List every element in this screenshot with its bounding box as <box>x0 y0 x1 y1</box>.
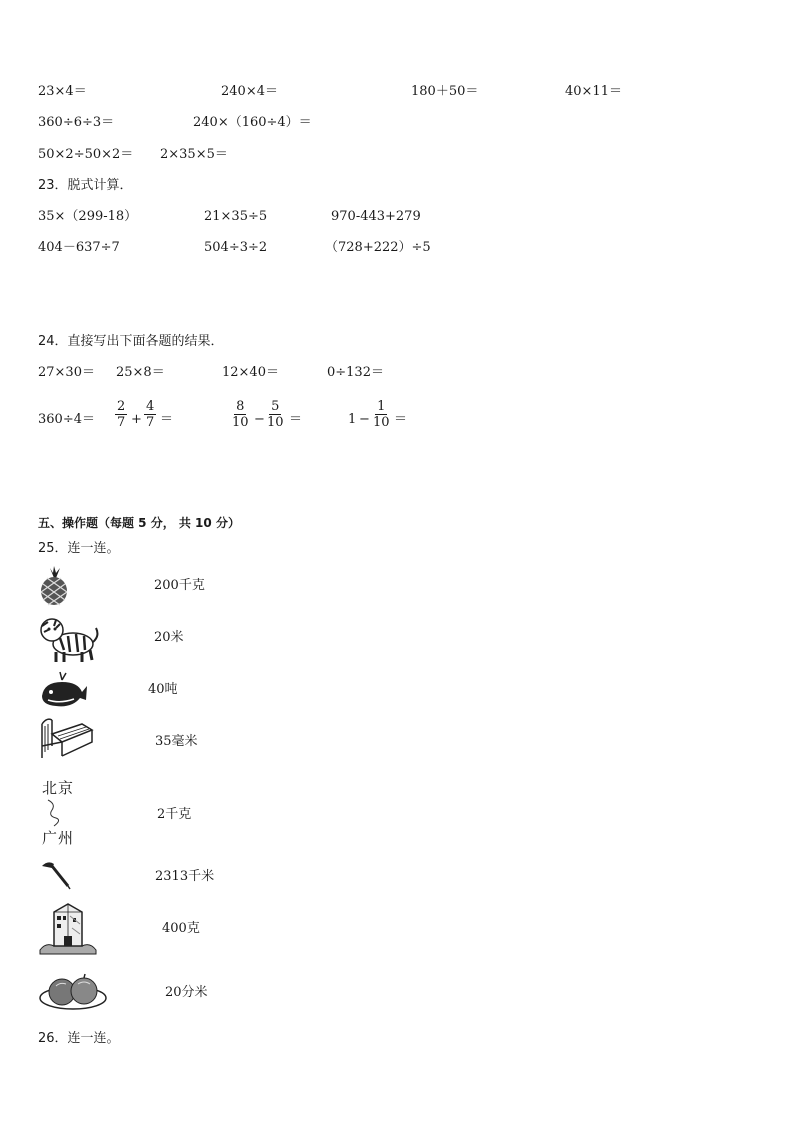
pineapple-icon <box>36 566 72 606</box>
plus-sign: + <box>131 412 142 427</box>
whale-icon <box>38 670 88 710</box>
q25-title: 25．连一连。 <box>38 541 120 556</box>
equals-sign: ＝ <box>160 412 174 427</box>
expr-23x4: 23×4＝ <box>38 84 87 99</box>
q23-item-1: 35×（299-18） <box>38 209 138 224</box>
expr-2x35x5: 2×35×5＝ <box>160 147 228 162</box>
q24-expr-25x8: 25×8＝ <box>116 365 165 380</box>
label-20dm: 20分米 <box>165 985 208 1000</box>
label-2313km: 2313千米 <box>155 869 215 884</box>
minus-sign: − <box>359 412 370 427</box>
fraction-1-10: $\frac{1}{10}$ <box>373 399 390 430</box>
building-icon <box>38 898 98 956</box>
label-35mm: 35毫米 <box>155 734 198 749</box>
q24-expr-12x40: 12×40＝ <box>222 365 279 380</box>
expr-40x11: 40×11＝ <box>565 84 622 99</box>
q24-expr-360div4: 360÷4＝ <box>38 412 95 427</box>
q24-expr-27x30: 27×30＝ <box>38 365 95 380</box>
fraction-5-10: $\frac{5}{10}$ <box>267 399 284 430</box>
map-label-beijing: 北京 <box>42 779 75 797</box>
q26-title: 26．连一连。 <box>38 1031 120 1046</box>
label-20m: 20米 <box>154 630 184 645</box>
tiger-icon <box>38 614 100 664</box>
q24-title: 24．直接写出下面各题的结果． <box>38 334 224 349</box>
label-40t: 40吨 <box>148 682 178 697</box>
label-2kg: 2千克 <box>157 807 192 822</box>
bed-icon <box>38 716 94 762</box>
q23-item-3: 970-443+279 <box>331 209 421 224</box>
minus-sign: − <box>254 412 265 427</box>
expr-360div6div3: 360÷6÷3＝ <box>38 115 115 130</box>
q23-item-6: （728+222）÷5 <box>325 240 431 255</box>
equals-sign: ＝ <box>394 412 408 427</box>
label-200kg: 200千克 <box>154 578 205 593</box>
expr-240x-paren: 240×（160÷4）＝ <box>193 115 312 130</box>
equals-sign: ＝ <box>289 412 303 427</box>
expr-50x2: 50×2÷50×2＝ <box>38 147 134 162</box>
fraction-4-7: $\frac{4}{7}$ <box>146 399 155 430</box>
section-5-title: 五、操作题（每题 5 分， 共 10 分） <box>38 516 240 530</box>
expr-180plus50: 180＋50＝ <box>411 84 479 99</box>
nail-icon <box>40 860 72 890</box>
map-label-guangzhou: 广州 <box>42 829 75 847</box>
whole-one: 1 <box>348 412 357 427</box>
q23-item-2: 21×35÷5 <box>204 209 268 224</box>
q23-title: 23．脱式计算． <box>38 178 133 193</box>
route-line-icon <box>44 798 74 828</box>
q24-expr-0div132: 0÷132＝ <box>327 365 384 380</box>
label-400g: 400克 <box>162 921 200 936</box>
fraction-2-7: $\frac{2}{7}$ <box>117 399 126 430</box>
q23-item-5: 504÷3÷2 <box>204 240 268 255</box>
fruit-plate-icon <box>38 970 108 1012</box>
fraction-8-10: $\frac{8}{10}$ <box>232 399 249 430</box>
expr-240x4: 240×4＝ <box>221 84 278 99</box>
q23-item-4: 404－637÷7 <box>38 240 120 255</box>
